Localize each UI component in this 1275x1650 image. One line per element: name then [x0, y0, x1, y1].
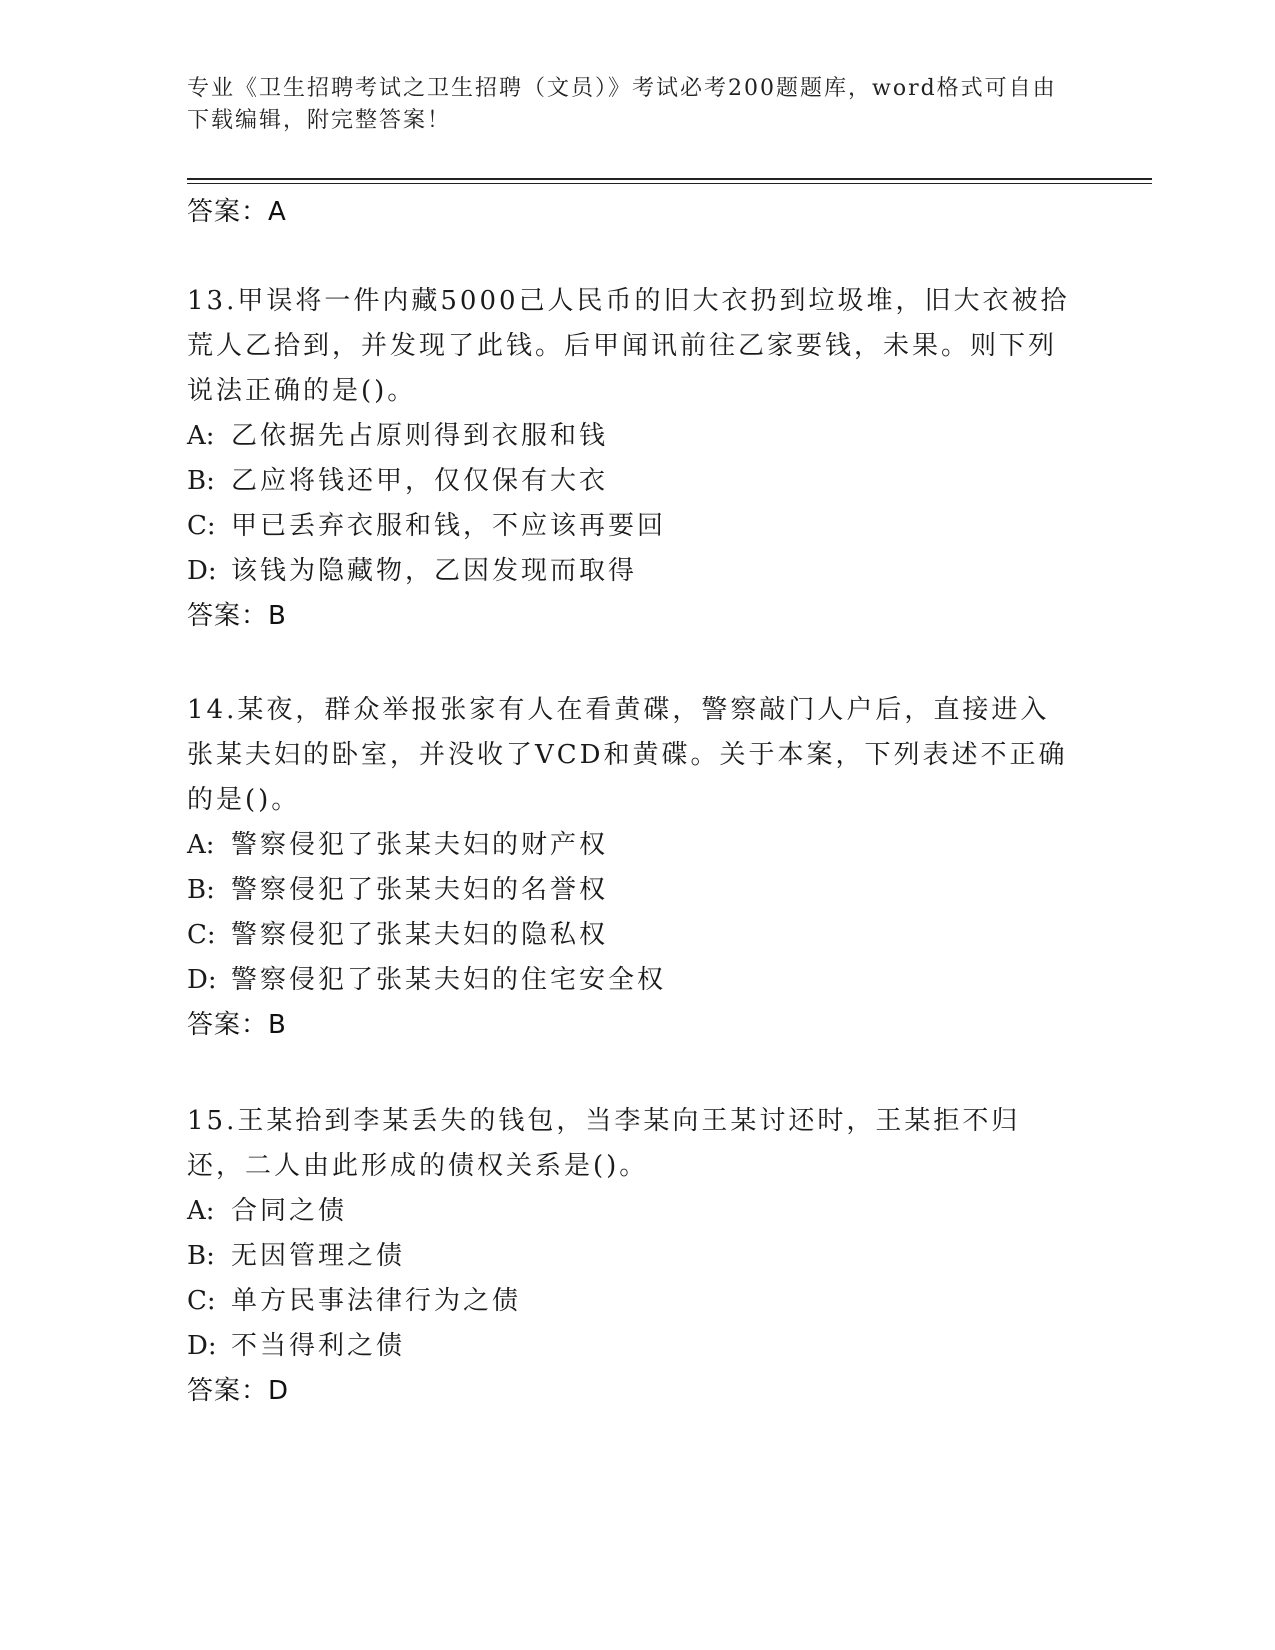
option-key: C: [187, 1286, 216, 1316]
header-text: 专业《卫生招聘考试之卫生招聘（文员）》考试必考200题题库，word格式可自由下载编辑，附完整答案！ [187, 76, 1057, 133]
question-text: 甲误将一件内藏5000己人民币的旧大衣扔到垃圾堆，旧大衣被拾荒人乙拾到，并发现了此钱。后甲闻讯前往乙家要钱，未果。则下列说法正确的是()。 [187, 286, 1070, 406]
option-key: D: [187, 1331, 217, 1361]
option-key: D: [187, 556, 217, 586]
option-key: C: [187, 920, 216, 950]
option-key: A: [187, 421, 215, 451]
header-divider-thin [187, 183, 1152, 184]
previous-question-answer [187, 192, 287, 232]
answer-value: A [268, 197, 287, 227]
option-text: 不当得利之债 [231, 1331, 406, 1361]
option-a [187, 1189, 1077, 1234]
option-text: 合同之债 [231, 1196, 348, 1226]
question-text: 某夜，群众举报张家有人在看黄碟，警察敲门人户后，直接进入张某夫妇的卧室，并没收了VCD和黄碟。关于本案，下列表述不正确的是()。 [187, 695, 1068, 815]
option-c [187, 504, 1077, 549]
option-c [187, 913, 1077, 958]
option-text: 无因管理之债 [231, 1241, 406, 1271]
question-text: 王某拾到李某丢失的钱包，当李某向王某讨还时，王某拒不归还，二人由此形成的债权关系是()。 [187, 1106, 1021, 1181]
option-d [187, 549, 1077, 594]
option-key: A: [187, 830, 215, 860]
option-key: C: [187, 511, 216, 541]
answer-label: 答案： [187, 197, 269, 227]
option-key: B: [187, 875, 215, 905]
question-13 [187, 279, 1077, 639]
option-text: 单方民事法律行为之债 [231, 1286, 522, 1316]
option-b [187, 1234, 1077, 1279]
option-text: 警察侵犯了张某夫妇的财产权 [231, 830, 609, 860]
question-15 [187, 1099, 1077, 1414]
question-number: 13. [187, 286, 238, 316]
option-key: D: [187, 965, 217, 995]
answer-value: D [268, 1376, 290, 1406]
option-text: 警察侵犯了张某夫妇的隐私权 [231, 920, 609, 950]
option-key: A: [187, 1196, 215, 1226]
question-answer [187, 1369, 1077, 1414]
answer-value: B [268, 1010, 287, 1040]
option-b [187, 868, 1077, 913]
question-stem [187, 279, 1077, 414]
answer-value: B [268, 601, 287, 631]
question-number: 14. [187, 695, 238, 725]
option-d [187, 1324, 1077, 1369]
option-text: 甲已丢弃衣服和钱，不应该再要回 [231, 511, 667, 541]
option-key: B: [187, 466, 215, 496]
option-text: 乙依据先占原则得到衣服和钱 [231, 421, 609, 451]
question-14 [187, 688, 1077, 1048]
question-stem [187, 1099, 1077, 1189]
option-d [187, 958, 1077, 1003]
answer-label: 答案： [187, 601, 269, 631]
question-answer [187, 594, 1077, 639]
document-header [187, 73, 1077, 137]
answer-label: 答案： [187, 1376, 269, 1406]
option-c [187, 1279, 1077, 1324]
question-number: 15. [187, 1106, 238, 1136]
option-a [187, 414, 1077, 459]
option-text: 警察侵犯了张某夫妇的住宅安全权 [231, 965, 667, 995]
question-answer [187, 1003, 1077, 1048]
option-text: 警察侵犯了张某夫妇的名誉权 [231, 875, 609, 905]
option-text: 乙应将钱还甲，仅仅保有大衣 [231, 466, 609, 496]
option-a [187, 823, 1077, 868]
question-stem [187, 688, 1077, 823]
answer-label: 答案： [187, 1010, 269, 1040]
option-key: B: [187, 1241, 215, 1271]
option-text: 该钱为隐藏物，乙因发现而取得 [231, 556, 638, 586]
header-divider-thick [187, 178, 1152, 180]
option-b [187, 459, 1077, 504]
